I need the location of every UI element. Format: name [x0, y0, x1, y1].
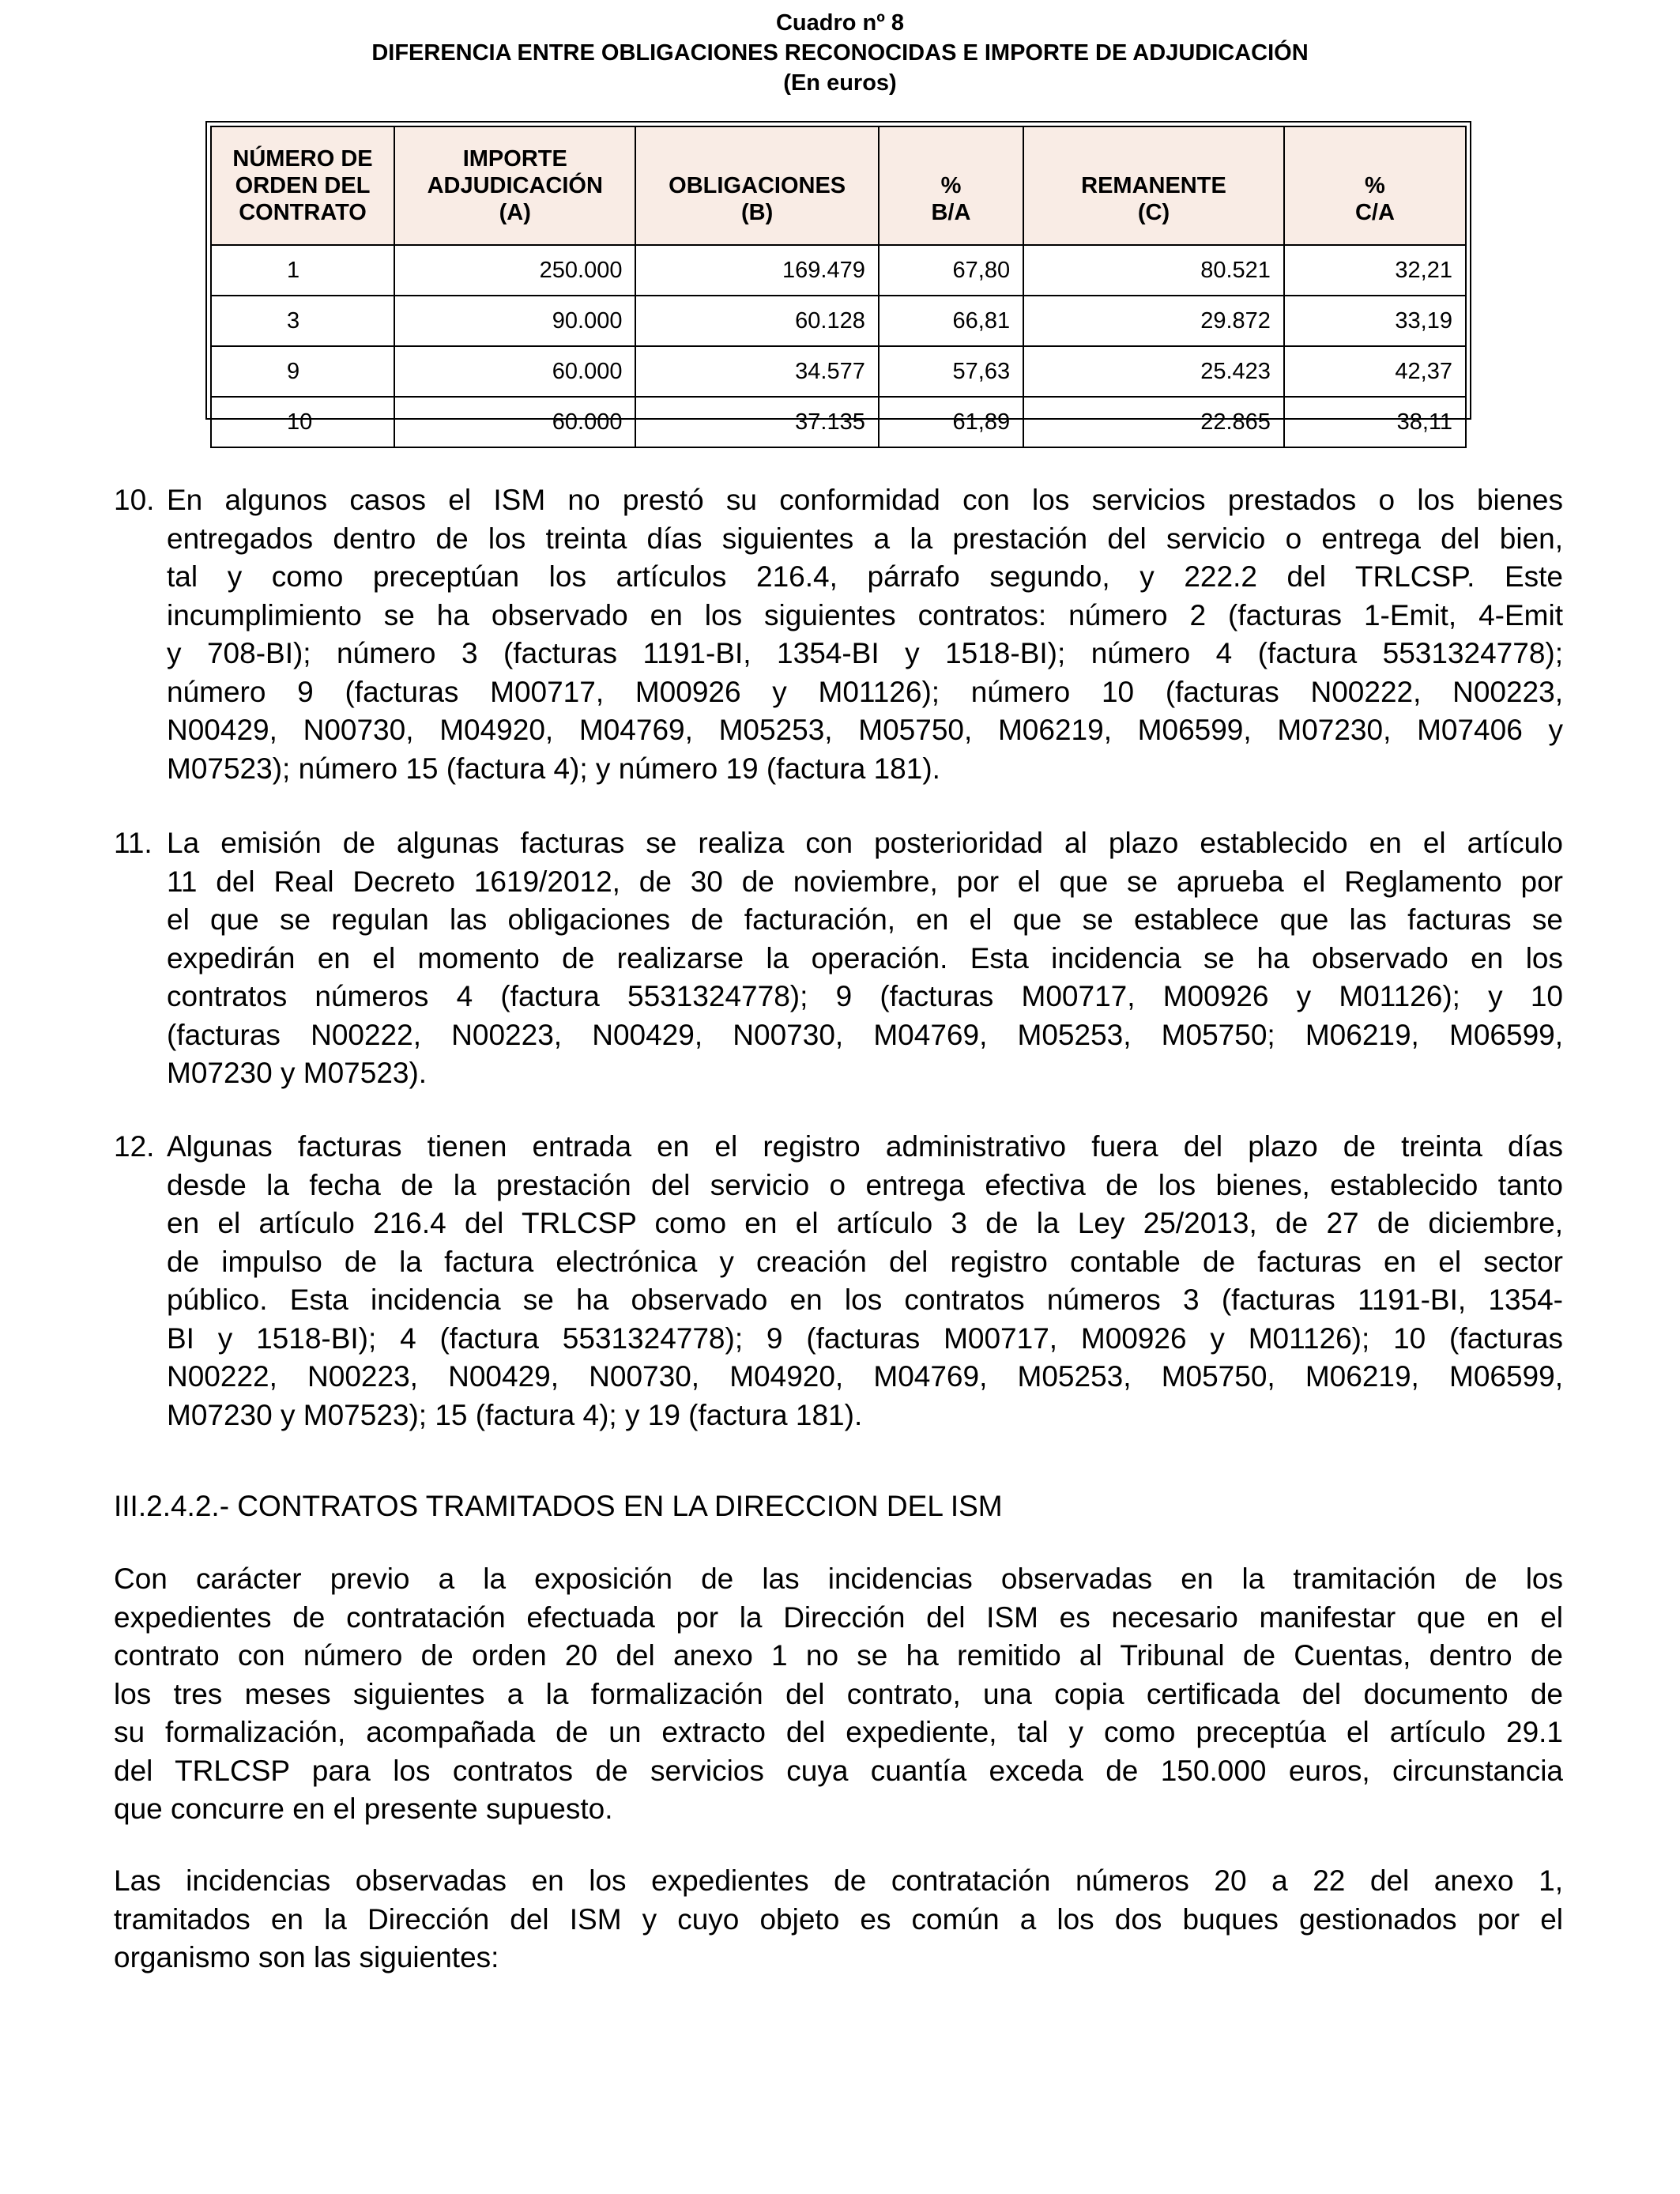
cell-percent-ca: 38,11 [1284, 397, 1466, 447]
header-percent-ca: % C/A [1284, 126, 1466, 245]
cell-percent-ba: 57,63 [879, 346, 1023, 397]
table-row [211, 245, 1466, 296]
table-caption [0, 8, 1680, 98]
section-heading: III.2.4.2.- CONTRATOS TRAMITADOS EN LA DIRECCION DEL ISM [114, 1490, 1003, 1522]
body-paragraph-2: Las incidencias observadas en los expedientes de contratación números 20 a 22 del anexo 1, tramitados en la Dirección del ISM y cuyo objeto es común a los dos buques gestionados por el organismo son las siguientes: [114, 1864, 1563, 1973]
header-contract-number: NÚMERO DE ORDEN DEL CONTRATO [211, 126, 394, 245]
data-table-frame [205, 121, 1471, 435]
cell-obligations: 60.128 [635, 296, 878, 346]
cell-award: 250.000 [394, 245, 635, 296]
data-table [210, 126, 1467, 448]
cell-remaining: 29.872 [1023, 296, 1284, 346]
item-11-text: La emisión de algunas facturas se realiza con posterioridad al plazo establecido en el artículo 11 del Real Decreto 1619/2012, de 30 de noviembre, por el que se aprueba el Reglamento por el que se regulan las obligaciones de facturación, en el que se establece que las facturas se expedirán en el momento de realizarse la operación. Esta incidencia se ha observado en los contratos números 4 (factura 5531324778); 9 (facturas M00717, M00926 y M01126); y 10 (facturas N00222, N00223, N00429, N00730, M04769, M05253, M05750; M06219, M06599, M07230 y M07523). [167, 827, 1563, 1089]
cell-remaining: 25.423 [1023, 346, 1284, 397]
item-12-text: Algunas facturas tienen entrada en el registro administrativo fuera del plazo de treinta días desde la fecha de la prestación del servicio o entrega efectiva de los bienes, establecido tanto en el artículo 216.4 del TRLCSP como en el artículo 3 de la Ley 25/2013, de 27 de diciembre, de impulso de la factura electrónica y creación del registro contable de facturas en el sector público. Esta incidencia se ha observado en los contratos números 3 (facturas 1191-BI, 1354- BI y 1518-BI); 4 (factura 5531324778); 9 (facturas M00717, M00926 y M01126); 10 (facturas N00222, N00223, N00429, N00730, M04920, M04769, M05253, M05750, M06219, M06599, M07230 y M07523); 15 (factura 4); y 19 (factura 181). [167, 1130, 1563, 1431]
item-number-10: 10. [114, 484, 155, 516]
cell-award: 60.000 [394, 397, 635, 447]
item-number-11: 11. [114, 827, 153, 859]
caption-units: (En euros) [783, 70, 897, 96]
table-row [211, 397, 1466, 447]
cell-contract: 3 [211, 296, 394, 346]
caption-number: Cuadro nº 8 [775, 10, 905, 36]
header-remaining: REMANENTE (C) [1023, 126, 1284, 245]
cell-percent-ca: 32,21 [1284, 245, 1466, 296]
cell-obligations: 37.135 [635, 397, 878, 447]
table-header-row [211, 126, 1466, 245]
table-row [211, 346, 1466, 397]
header-obligations: OBLIGACIONES (B) [635, 126, 878, 245]
cell-percent-ca: 33,19 [1284, 296, 1466, 346]
cell-percent-ba: 67,80 [879, 245, 1023, 296]
cell-remaining: 80.521 [1023, 245, 1284, 296]
cell-obligations: 34.577 [635, 346, 878, 397]
header-award-amount: IMPORTE ADJUDICACIÓN (A) [394, 126, 635, 245]
cell-award: 90.000 [394, 296, 635, 346]
body-paragraph-1: Con carácter previo a la exposición de las incidencias observadas en la tramitación de los expedientes de contratación efectuada por la Dirección del ISM es necesario manifestar que en el contrato con número de orden 20 del anexo 1 no se ha remitido al Tribunal de Cuentas, dentro de los tres meses siguientes a la formalización del contrato, una copia certificada del documento de su formalización, acompañada de un extracto del expediente, tal y como preceptúa el artículo 29.1 del TRLCSP para los contratos de servicios cuya cuantía exceda de 150.000 euros, circunstancia que concurre en el presente supuesto. [114, 1563, 1563, 1825]
cell-percent-ca: 42,37 [1284, 346, 1466, 397]
item-number-12: 12. [114, 1130, 155, 1163]
cell-percent-ba: 66,81 [879, 296, 1023, 346]
item-10-text: En algunos casos el ISM no prestó su conformidad con los servicios prestados o los bienes entregados dentro de los treinta días siguientes a la prestación del servicio o entrega del bien, tal y como preceptúan los artículos 216.4, párrafo segundo, y 222.2 del TRLCSP. Este incumplimiento se ha observado en los siguientes contratos: número 2 (facturas 1-Emit, 4-Emit y 708-BI); número 3 (facturas 1191-BI, 1354-BI y 1518-BI); número 4 (factura 5531324778); número 9 (facturas M00717, M00926 y M01126); número 10 (facturas N00222, N00223, N00429, N00730, M04920, M04769, M05253, M05750, M06219, M06599, M07230, M07406 y M07523); número 15 (factura 4); y número 19 (factura 181). [167, 484, 1563, 785]
caption-title: DIFERENCIA ENTRE OBLIGACIONES RECONOCIDAS E IMPORTE DE ADJUDICACIÓN [371, 40, 1309, 66]
cell-contract: 1 [211, 245, 394, 296]
header-percent-ba: % B/A [879, 126, 1023, 245]
table-row [211, 296, 1466, 346]
cell-obligations: 169.479 [635, 245, 878, 296]
cell-percent-ba: 61,89 [879, 397, 1023, 447]
cell-remaining: 22.865 [1023, 397, 1284, 447]
cell-award: 60.000 [394, 346, 635, 397]
cell-contract: 10 [211, 397, 394, 447]
cell-contract: 9 [211, 346, 394, 397]
